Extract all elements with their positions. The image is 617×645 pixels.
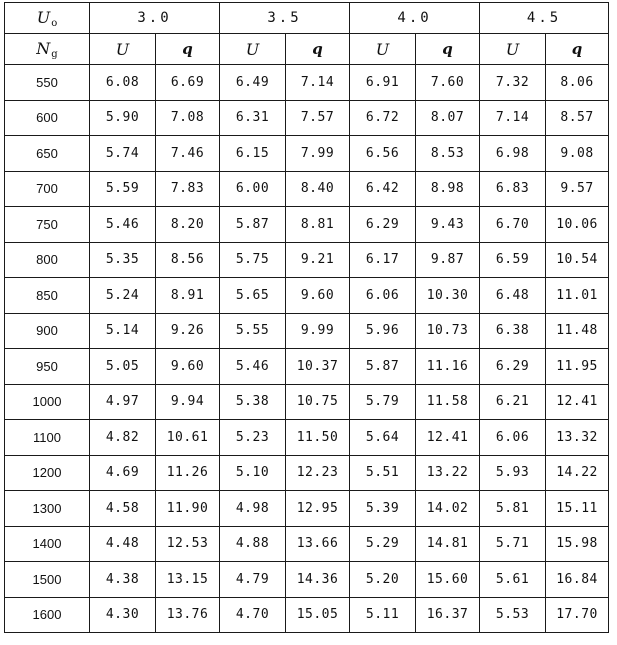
q-value-cell: 15.11 xyxy=(546,491,609,527)
q-value-cell: 10.61 xyxy=(156,420,220,456)
u-value-cell: 6.15 xyxy=(220,136,286,172)
u-value-cell: 5.61 xyxy=(480,562,546,598)
q-value-cell: 13.76 xyxy=(156,597,220,633)
u-value-cell: 5.93 xyxy=(480,455,546,491)
q-value-cell: 7.14 xyxy=(286,65,350,101)
ng-cell: 1200 xyxy=(5,455,90,491)
table-row xyxy=(5,491,609,527)
u-value-cell: 5.79 xyxy=(350,384,416,420)
table-row xyxy=(5,455,609,491)
u-value-cell: 6.59 xyxy=(480,242,546,278)
q-value-cell: 14.81 xyxy=(416,526,480,562)
header-row-voltage xyxy=(5,3,609,34)
u-value-cell: 5.46 xyxy=(220,349,286,385)
q-value-cell: 15.98 xyxy=(546,526,609,562)
q-value-cell: 8.06 xyxy=(546,65,609,101)
q-column-header: q xyxy=(156,34,220,65)
q-value-cell: 6.69 xyxy=(156,65,220,101)
q-value-cell: 9.26 xyxy=(156,313,220,349)
q-value-cell: 11.90 xyxy=(156,491,220,527)
q-value-cell: 7.83 xyxy=(156,171,220,207)
q-value-cell: 8.57 xyxy=(546,100,609,136)
table-row xyxy=(5,65,609,101)
u-value-cell: 5.23 xyxy=(220,420,286,456)
u-value-cell: 5.96 xyxy=(350,313,416,349)
table-row xyxy=(5,171,609,207)
u-column-header: U xyxy=(220,34,286,65)
u-value-cell: 6.21 xyxy=(480,384,546,420)
q-value-cell: 10.75 xyxy=(286,384,350,420)
q-value-cell: 9.08 xyxy=(546,136,609,172)
q-value-cell: 10.06 xyxy=(546,207,609,243)
u-value-cell: 5.11 xyxy=(350,597,416,633)
table-row xyxy=(5,562,609,598)
table-row xyxy=(5,420,609,456)
u-value-cell: 5.90 xyxy=(90,100,156,136)
q-value-cell: 13.66 xyxy=(286,526,350,562)
q-value-cell: 12.41 xyxy=(416,420,480,456)
q-value-cell: 11.50 xyxy=(286,420,350,456)
table-row xyxy=(5,313,609,349)
q-value-cell: 9.87 xyxy=(416,242,480,278)
q-value-cell: 11.95 xyxy=(546,349,609,385)
q-value-cell: 11.48 xyxy=(546,313,609,349)
q-value-cell: 8.81 xyxy=(286,207,350,243)
q-value-cell: 10.37 xyxy=(286,349,350,385)
q-value-cell: 16.37 xyxy=(416,597,480,633)
voltage-header-4: 4.5 xyxy=(480,3,609,34)
q-value-cell: 8.56 xyxy=(156,242,220,278)
q-value-cell: 8.07 xyxy=(416,100,480,136)
u-value-cell: 5.38 xyxy=(220,384,286,420)
u-value-cell: 5.51 xyxy=(350,455,416,491)
table-row xyxy=(5,349,609,385)
u-column-header: U xyxy=(480,34,546,65)
u-value-cell: 6.70 xyxy=(480,207,546,243)
q-value-cell: 7.57 xyxy=(286,100,350,136)
ng-cell: 950 xyxy=(5,349,90,385)
u-value-cell: 7.14 xyxy=(480,100,546,136)
u-value-cell: 7.32 xyxy=(480,65,546,101)
u-value-cell: 6.49 xyxy=(220,65,286,101)
table-row xyxy=(5,242,609,278)
q-value-cell: 7.99 xyxy=(286,136,350,172)
table-row xyxy=(5,136,609,172)
u-value-cell: 5.71 xyxy=(480,526,546,562)
q-value-cell: 8.91 xyxy=(156,278,220,314)
table-row xyxy=(5,384,609,420)
u-value-cell: 5.55 xyxy=(220,313,286,349)
u-value-cell: 4.48 xyxy=(90,526,156,562)
u-value-cell: 6.42 xyxy=(350,171,416,207)
q-column-header: q xyxy=(416,34,480,65)
u-value-cell: 5.39 xyxy=(350,491,416,527)
u-value-cell: 6.29 xyxy=(480,349,546,385)
u-value-cell: 5.10 xyxy=(220,455,286,491)
u-value-cell: 5.53 xyxy=(480,597,546,633)
u-value-cell: 6.38 xyxy=(480,313,546,349)
q-value-cell: 13.32 xyxy=(546,420,609,456)
u-value-cell: 6.06 xyxy=(350,278,416,314)
q-value-cell: 11.58 xyxy=(416,384,480,420)
voltage-header-2: 3.5 xyxy=(220,3,350,34)
q-value-cell: 14.36 xyxy=(286,562,350,598)
u-value-cell: 5.35 xyxy=(90,242,156,278)
q-value-cell: 8.98 xyxy=(416,171,480,207)
q-value-cell: 10.54 xyxy=(546,242,609,278)
u-value-cell: 5.87 xyxy=(220,207,286,243)
voltage-header-3: 4.0 xyxy=(350,3,480,34)
q-value-cell: 9.94 xyxy=(156,384,220,420)
u-value-cell: 5.59 xyxy=(90,171,156,207)
u-value-cell: 6.83 xyxy=(480,171,546,207)
q-value-cell: 9.57 xyxy=(546,171,609,207)
ng-cell: 800 xyxy=(5,242,90,278)
q-value-cell: 9.99 xyxy=(286,313,350,349)
ng-cell: 1400 xyxy=(5,526,90,562)
q-value-cell: 15.05 xyxy=(286,597,350,633)
u-value-cell: 5.74 xyxy=(90,136,156,172)
u-value-cell: 5.14 xyxy=(90,313,156,349)
q-value-cell: 17.70 xyxy=(546,597,609,633)
u-column-header: U xyxy=(90,34,156,65)
ng-subscript: g xyxy=(51,48,58,60)
table-body xyxy=(5,65,609,633)
u-value-cell: 5.20 xyxy=(350,562,416,598)
u-value-cell: 5.24 xyxy=(90,278,156,314)
q-value-cell: 13.22 xyxy=(416,455,480,491)
q-value-cell: 9.43 xyxy=(416,207,480,243)
u-value-cell: 6.98 xyxy=(480,136,546,172)
uo-header-cell xyxy=(5,3,90,34)
q-column-header: q xyxy=(546,34,609,65)
u-value-cell: 5.65 xyxy=(220,278,286,314)
ng-cell: 900 xyxy=(5,313,90,349)
data-table-container xyxy=(4,2,608,640)
q-value-cell: 7.60 xyxy=(416,65,480,101)
q-value-cell: 12.41 xyxy=(546,384,609,420)
u-value-cell: 5.05 xyxy=(90,349,156,385)
q-value-cell: 12.95 xyxy=(286,491,350,527)
uo-symbol: U xyxy=(36,7,51,27)
u-value-cell: 4.70 xyxy=(220,597,286,633)
u-column-header: U xyxy=(350,34,416,65)
ng-symbol: N xyxy=(36,38,51,58)
q-value-cell: 8.53 xyxy=(416,136,480,172)
u-value-cell: 4.38 xyxy=(90,562,156,598)
ng-cell: 700 xyxy=(5,171,90,207)
u-value-cell: 4.69 xyxy=(90,455,156,491)
table-row xyxy=(5,100,609,136)
u-value-cell: 6.29 xyxy=(350,207,416,243)
u-value-cell: 5.46 xyxy=(90,207,156,243)
u-value-cell: 4.58 xyxy=(90,491,156,527)
q-value-cell: 9.60 xyxy=(286,278,350,314)
u-value-cell: 5.81 xyxy=(480,491,546,527)
header-row-columns xyxy=(5,34,609,65)
q-value-cell: 10.73 xyxy=(416,313,480,349)
q-value-cell: 10.30 xyxy=(416,278,480,314)
voltage-header-1: 3.0 xyxy=(90,3,220,34)
q-value-cell: 7.46 xyxy=(156,136,220,172)
u-value-cell: 4.88 xyxy=(220,526,286,562)
q-value-cell: 7.08 xyxy=(156,100,220,136)
table-row xyxy=(5,526,609,562)
q-value-cell: 12.53 xyxy=(156,526,220,562)
u-value-cell: 6.48 xyxy=(480,278,546,314)
q-value-cell: 11.01 xyxy=(546,278,609,314)
u-value-cell: 5.29 xyxy=(350,526,416,562)
u-value-cell: 5.64 xyxy=(350,420,416,456)
table-row xyxy=(5,597,609,633)
u-value-cell: 4.79 xyxy=(220,562,286,598)
q-value-cell: 9.60 xyxy=(156,349,220,385)
ng-cell: 550 xyxy=(5,65,90,101)
u-value-cell: 6.31 xyxy=(220,100,286,136)
ng-header-cell xyxy=(5,34,90,65)
u-value-cell: 5.87 xyxy=(350,349,416,385)
ng-cell: 1600 xyxy=(5,597,90,633)
ng-cell: 1000 xyxy=(5,384,90,420)
ng-cell: 750 xyxy=(5,207,90,243)
u-value-cell: 4.30 xyxy=(90,597,156,633)
u-value-cell: 6.08 xyxy=(90,65,156,101)
ng-cell: 850 xyxy=(5,278,90,314)
table-row xyxy=(5,278,609,314)
voltage-table xyxy=(4,2,609,633)
q-value-cell: 11.16 xyxy=(416,349,480,385)
q-value-cell: 9.21 xyxy=(286,242,350,278)
q-value-cell: 8.40 xyxy=(286,171,350,207)
q-column-header: q xyxy=(286,34,350,65)
u-value-cell: 6.72 xyxy=(350,100,416,136)
q-value-cell: 12.23 xyxy=(286,455,350,491)
q-value-cell: 8.20 xyxy=(156,207,220,243)
u-value-cell: 6.06 xyxy=(480,420,546,456)
u-value-cell: 4.98 xyxy=(220,491,286,527)
uo-subscript: o xyxy=(51,17,58,29)
ng-cell: 600 xyxy=(5,100,90,136)
ng-cell: 1300 xyxy=(5,491,90,527)
u-value-cell: 4.82 xyxy=(90,420,156,456)
u-value-cell: 4.97 xyxy=(90,384,156,420)
u-value-cell: 6.00 xyxy=(220,171,286,207)
ng-cell: 650 xyxy=(5,136,90,172)
u-value-cell: 5.75 xyxy=(220,242,286,278)
table-row xyxy=(5,207,609,243)
q-value-cell: 14.02 xyxy=(416,491,480,527)
ng-cell: 1100 xyxy=(5,420,90,456)
q-value-cell: 16.84 xyxy=(546,562,609,598)
q-value-cell: 11.26 xyxy=(156,455,220,491)
q-value-cell: 14.22 xyxy=(546,455,609,491)
u-value-cell: 6.17 xyxy=(350,242,416,278)
u-value-cell: 6.91 xyxy=(350,65,416,101)
q-value-cell: 13.15 xyxy=(156,562,220,598)
q-value-cell: 15.60 xyxy=(416,562,480,598)
u-value-cell: 6.56 xyxy=(350,136,416,172)
ng-cell: 1500 xyxy=(5,562,90,598)
